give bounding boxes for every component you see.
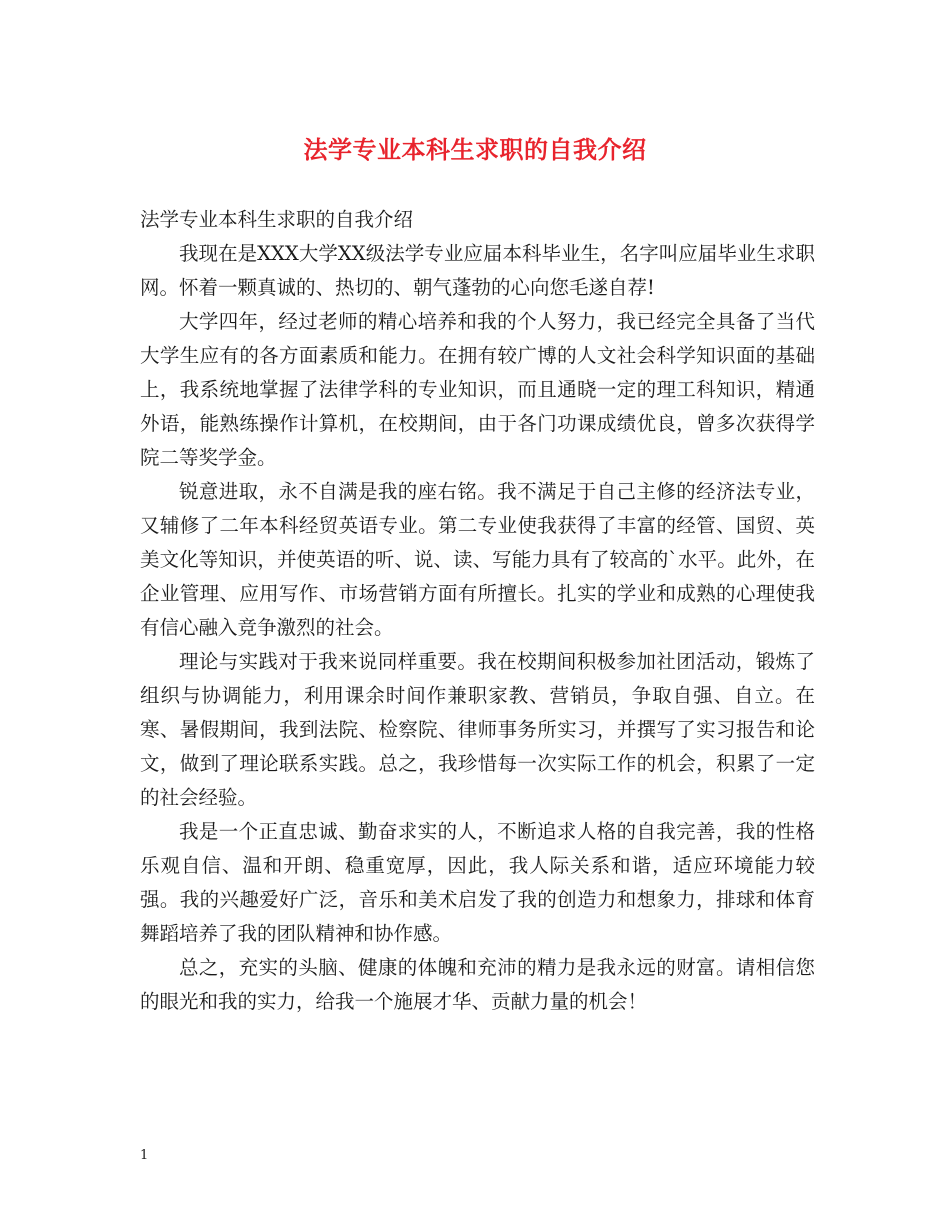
paragraph-practice: 理论与实践对于我来说同样重要。我在校期间积极参加社团活动，锻炼了组织与协调能力，利用课余时间作兼职家教、营销员，争取自强、自立。在寒、暑假期间，我到法院、检察院、律师事务所实习，并撰写了实习报告和论文，做到了理论联系实践。总之，我珍惜每一次实际工作的机会，积累了一定的社会经验。 — [140, 650, 815, 809]
paragraph-university: 大学四年，经过老师的精心培养和我的个人努力，我已经完全具备了当代大学生应有的各方面素质和能力。在拥有较广博的人文社会科学知识面的基础上，我系统地掌握了法律学科的专业知识，而且通晓一定的理工科知识，精通外语，能熟练操作计算机，在校期间，由于各门功课成绩优良，曾多次获得学院二等奖学金。 — [140, 310, 815, 469]
paragraph-conclusion: 总之，充实的头脑、健康的体魄和充沛的精力是我永远的财富。请相信您的眼光和我的实力，给我一个施展才华、贡献力量的机会！ — [140, 956, 815, 1013]
paragraph-motto: 锐意进取，永不自满是我的座右铭。我不满足于自己主修的经济法专业，又辅修了二年本科经贸英语专业。第二专业使我获得了丰富的经管、国贸、英美文化等知识，并使英语的听、说、读、写能力具有了较高的`水平。此外，在企业管理、应用写作、市场营销方面有所擅长。扎实的学业和成熟的心理使我有信心融入竞争激烈的社会。 — [140, 480, 815, 639]
document-body — [140, 203, 815, 1019]
document-subtitle: 法学专业本科生求职的自我介绍 — [140, 208, 414, 231]
document-title: 法学专业本科生求职的自我介绍 — [303, 135, 647, 164]
paragraph-personality: 我是一个正直忠诚、勤奋求实的人，不断追求人格的自我完善，我的性格乐观自信、温和开朗、稳重宽厚，因此，我人际关系和谐，适应环境能力较强。我的兴趣爱好广泛，音乐和美术启发了我的创造力和想象力，排球和体育舞蹈培养了我的团队精神和协作感。 — [140, 820, 815, 945]
paragraph-intro: 我现在是XXX大学XX级法学专业应届本科毕业生，名字叫应届毕业生求职网。怀着一颗真诚的、热切的、朝气蓬勃的心向您毛遂自荐! — [140, 242, 815, 299]
page-number: 1 — [140, 1148, 149, 1163]
